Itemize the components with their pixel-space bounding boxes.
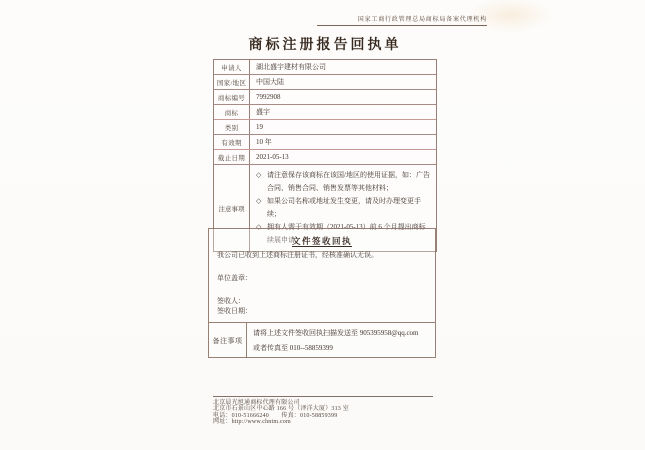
table-row-trademark — [214, 105, 436, 120]
agency-registration-note: 国家工商行政管理总局商标局备案代理机构 — [317, 14, 487, 26]
company-stamp-label: 单位盖章： — [217, 274, 252, 282]
note-text: 如果公司名称或地址发生变更，请及时办理变更手续； — [267, 197, 421, 218]
diamond-bullet-icon: ◇ — [256, 197, 262, 205]
row-label: 商标 — [214, 105, 250, 119]
table-row-class — [214, 120, 436, 135]
row-label: 截止日期 — [214, 150, 250, 164]
footer-company-name: 北京晨光旭通商标代理有限公司 — [213, 400, 300, 406]
row-label: 申请人 — [214, 60, 250, 74]
row-label: 商标编号 — [214, 90, 250, 104]
row-label: 有效期 — [214, 135, 250, 149]
row-value: 中国大陆 — [256, 78, 284, 86]
row-value: 盛宇 — [256, 108, 270, 116]
signer-label: 签收人： — [217, 297, 245, 305]
diamond-bullet-icon: ◇ — [256, 223, 262, 231]
page-title: 商标注册报告回执单 — [248, 38, 402, 53]
table-row-country — [214, 75, 436, 90]
note-item — [256, 169, 431, 195]
row-value: 湖北盛宇建材有限公司 — [256, 63, 326, 71]
document-receipt-box — [208, 228, 436, 358]
row-value: 19 — [256, 123, 263, 131]
note-item — [256, 195, 431, 221]
table-row-expiry-date — [214, 150, 436, 165]
note-text: 拥有人需于有效期（2021-05-13）前 6 个月提出商标续展申请。 — [267, 223, 426, 244]
row-value: 7992908 — [256, 93, 281, 101]
receipt-signature-section — [209, 229, 435, 322]
note-text: 请注意保存该商标在该国/地区的使用证据，如：广告合同、销售合同、销售发票等其他材料； — [267, 171, 430, 192]
table-row-applicant — [214, 60, 436, 75]
row-label: 类别 — [214, 120, 250, 134]
table-row-trademark-number — [214, 90, 436, 105]
remark-line-1: 请将上述文件签收回执扫描发送至 905395958@qq.com — [253, 328, 419, 337]
footer-address: 北京市石景山区中心路 166 号（泽洋大厦）313 室 — [213, 406, 349, 413]
table-row-validity — [214, 135, 436, 150]
row-label: 注意事项 — [214, 165, 250, 251]
diamond-bullet-icon: ◇ — [256, 171, 262, 179]
row-value: 2021-05-13 — [256, 153, 289, 161]
receipt-section-title: 文件签收回执 — [291, 236, 352, 246]
remark-row — [209, 322, 435, 358]
footer-website: 网址：http://www.chntm.com — [213, 418, 291, 425]
remark-line-2: 或者传真至 010--58859399 — [253, 343, 333, 352]
row-label: 国家/地区 — [214, 75, 250, 89]
agency-footer — [213, 396, 433, 425]
remark-label: 备注事项 — [209, 323, 247, 358]
trademark-info-table — [213, 59, 437, 252]
remark-value — [247, 323, 435, 358]
footer-phone-fax: 电话：010-51666240 传真：010-58859399 — [213, 412, 338, 419]
receipt-confirmation-text: 我公司已收到上述商标注册证书，经核准确认无误。 — [217, 251, 378, 259]
sign-date-label: 签收日期： — [217, 307, 252, 315]
row-value: 10 年 — [256, 138, 272, 146]
